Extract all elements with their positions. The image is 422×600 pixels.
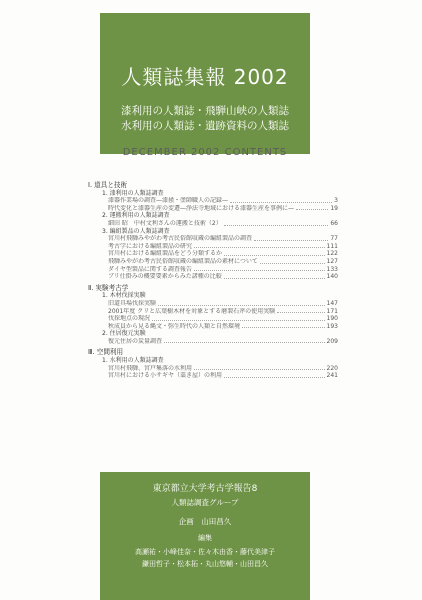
toc-entry[interactable] bbox=[88, 338, 338, 346]
cover-subtitle bbox=[100, 104, 310, 134]
toc-entry-page: 220 bbox=[326, 364, 338, 372]
toc-entry-title: 細田 昭 中村文利さんの運搬と技術（2） bbox=[108, 219, 222, 227]
leader-dots bbox=[224, 250, 325, 256]
toc-entry-page: 147 bbox=[326, 299, 338, 307]
toc-entry-page: 193 bbox=[326, 322, 338, 330]
leader-dots bbox=[194, 365, 325, 371]
toc-entry-title: 宮川村飛騨みやがわ考古民俗館収蔵の編組製品の調査 bbox=[108, 235, 253, 243]
toc-entry-page: 133 bbox=[326, 265, 338, 273]
contents-heading: DECEMBER 2002 CONTENTS bbox=[122, 147, 288, 158]
toc-entry-title: 飛騨みやがわ考古民俗館収蔵の編組製品の素材について bbox=[108, 257, 258, 265]
cover-header-panel bbox=[100, 13, 310, 154]
editors-line: 高瀬祐・小峰佳奈・佐々木由香・藤代美津子 bbox=[135, 548, 275, 556]
toc-entry-title: 宮川村飛騨、宮戸集落の水利用 bbox=[108, 364, 193, 372]
editors-label: 編集 bbox=[198, 534, 212, 542]
leader-dots bbox=[152, 315, 325, 321]
leader-dots bbox=[260, 258, 325, 264]
toc-subsection: 1. 漆利用の人類誌調査 bbox=[102, 189, 164, 197]
toc-entry-page: 19 bbox=[330, 204, 338, 212]
toc-entry-page: 66 bbox=[330, 219, 338, 227]
toc-entry-page: 3 bbox=[334, 197, 338, 205]
toc-entry[interactable] bbox=[88, 258, 338, 266]
cover-title: 人類誌集報 2002 bbox=[121, 65, 289, 89]
toc-entry[interactable] bbox=[88, 365, 338, 373]
subtitle-line: 漆利用の人類誌・飛騨山峡の人類誌 bbox=[121, 105, 289, 117]
toc-subsection: 1. 水利用の人類誌調査 bbox=[102, 357, 164, 365]
table-of-contents bbox=[88, 178, 338, 380]
toc-entry-title: 時代変化と漆器生産の変遷—浄法寺地域における漆器生産を事例に— bbox=[108, 204, 295, 212]
toc-subsection: 2. 住居復元実験 bbox=[102, 330, 146, 338]
leader-dots bbox=[164, 338, 325, 344]
toc-entry-page: 209 bbox=[326, 337, 338, 345]
toc-entry[interactable] bbox=[88, 372, 338, 380]
toc-entry-title: 宮川村における編組製品をどう分類するか bbox=[108, 250, 223, 258]
toc-entry-title: 宮川村における小サギヤ（藁き屋）の利用 bbox=[108, 372, 223, 380]
toc-entry[interactable] bbox=[88, 273, 338, 281]
toc-entry-title: ブリ仕掛みの概要要素からみた諸種の比較 bbox=[108, 273, 222, 281]
toc-entry-page: 140 bbox=[326, 273, 338, 281]
toc-section: Ⅲ. 空間利用 bbox=[88, 348, 124, 357]
group-name: 人類誌調査グループ bbox=[171, 498, 239, 507]
leader-dots bbox=[158, 300, 325, 306]
toc-entry[interactable] bbox=[88, 308, 338, 316]
toc-entry-title: 漆器作業場の調査—漆掻・塗師職人の記録— bbox=[108, 197, 229, 205]
leader-dots bbox=[254, 235, 328, 241]
toc-entry[interactable] bbox=[88, 197, 338, 205]
toc-entry[interactable] bbox=[88, 300, 338, 308]
editors-line: 鎌田哲子・松本拓・丸山悠輔・山田昌久 bbox=[142, 560, 268, 568]
toc-entry[interactable] bbox=[88, 266, 338, 274]
leader-dots bbox=[296, 205, 328, 211]
leader-dots bbox=[194, 266, 325, 272]
toc-entry-page: 171 bbox=[326, 307, 338, 315]
toc-section: Ⅱ. 実験考古学 bbox=[88, 283, 129, 292]
leader-dots bbox=[230, 197, 332, 203]
planner: 企画 山田昌久 bbox=[178, 517, 232, 526]
toc-entry[interactable] bbox=[88, 220, 338, 228]
toc-subsection: 1. 木材伐採実験 bbox=[102, 292, 146, 300]
toc-entry-title: 秋成員から見る縄文・弥生時代の人類と自然環境 bbox=[108, 322, 241, 330]
toc-entry-page: 122 bbox=[326, 250, 338, 258]
toc-entry-title: 復元住居の炭量調査 bbox=[108, 337, 163, 345]
toc-entry-title: ダイヤ型製品に関する調査報告 bbox=[108, 265, 192, 273]
toc-entry-title: 考古学における編組製品の研究 bbox=[108, 242, 193, 250]
editors-list bbox=[100, 546, 310, 570]
toc-entry[interactable] bbox=[88, 250, 338, 258]
toc-entry[interactable] bbox=[88, 315, 338, 323]
toc-entry-page: 77 bbox=[330, 235, 338, 243]
leader-dots bbox=[277, 308, 324, 314]
leader-dots bbox=[224, 220, 329, 226]
toc-subsection: 3. 編組製品の人類誌調査 bbox=[102, 227, 170, 235]
leader-dots bbox=[194, 243, 325, 249]
leader-dots bbox=[224, 372, 325, 378]
report-series-title: 東京都立大学考古学報告8 bbox=[152, 484, 258, 494]
toc-entry-page: 111 bbox=[326, 242, 338, 250]
toc-section: Ⅰ. 道具と技術 bbox=[88, 181, 128, 189]
toc-subsection: 2. 運搬利用の人類誌調査 bbox=[102, 212, 170, 220]
toc-entry[interactable] bbox=[88, 243, 338, 251]
toc-entry[interactable] bbox=[88, 235, 338, 243]
subtitle-line: 水利用の人類誌・遺跡資料の人類誌 bbox=[121, 120, 289, 132]
leader-dots bbox=[224, 273, 325, 279]
leader-dots bbox=[242, 323, 325, 329]
toc-entry-title: 旧道具場伐採実験 bbox=[108, 299, 157, 307]
toc-entry-title: 2001年度 クリと広葉樹木材を対象とする磨製石斧の使用実験 bbox=[108, 307, 276, 315]
toc-entry-title: 伐採地点の現況 bbox=[108, 315, 151, 323]
cover-footer-panel bbox=[100, 472, 310, 600]
toc-entry-page: 127 bbox=[326, 257, 338, 265]
toc-entry-page: 241 bbox=[326, 372, 338, 380]
toc-entry-page: 190 bbox=[326, 315, 338, 323]
